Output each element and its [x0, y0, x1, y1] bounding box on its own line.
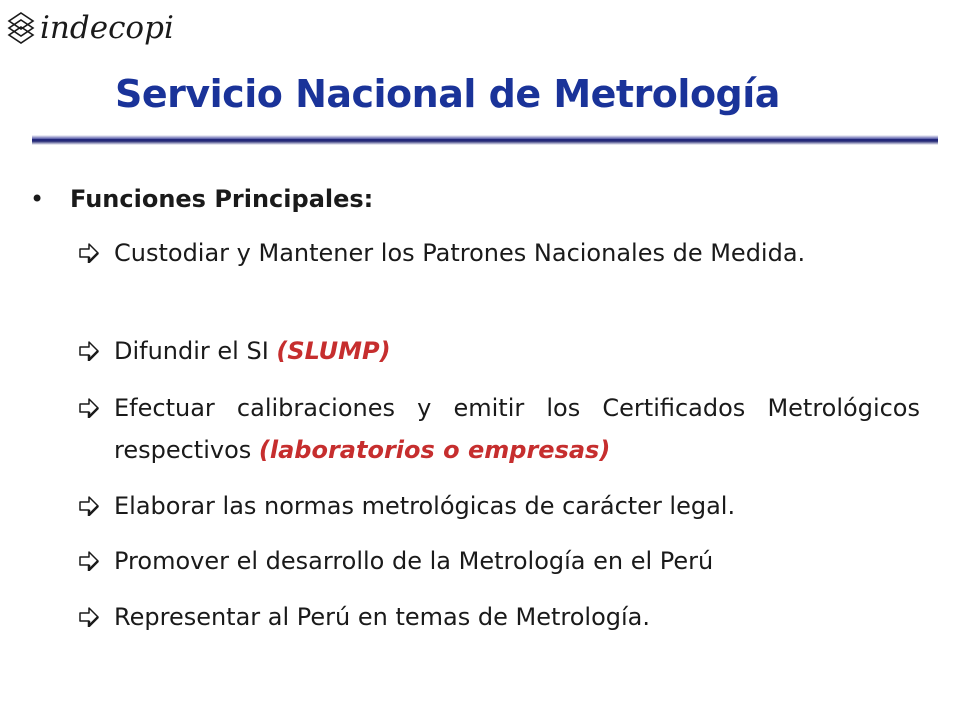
list-item-text: Promover el desarrollo de la Metrología en el Perú: [114, 547, 714, 575]
slide-title: Servicio Nacional de Metrología: [115, 72, 780, 116]
list-item: [78, 232, 920, 274]
list-item-text: Elaborar las normas metrológicas de carácter legal.: [114, 492, 736, 520]
list-item-text: Representar al Perú en temas de Metrología.: [114, 603, 651, 631]
section-heading: Funciones Principales:: [70, 185, 374, 213]
brand-name: indecopi: [40, 10, 174, 46]
list-item-text: Difundir el SI (SLUMP): [114, 337, 391, 365]
bullet-dot-icon: •: [30, 185, 45, 213]
arrow-right-3d-icon: [78, 485, 114, 527]
arrow-right-3d-icon: [78, 596, 114, 638]
arrow-right-3d-icon: [78, 387, 114, 471]
list-item: [78, 596, 920, 638]
list-item-emphasis: (SLUMP): [276, 337, 391, 365]
arrow-right-3d-icon: [78, 330, 114, 372]
list-item: [78, 540, 920, 582]
list-item: [78, 330, 920, 372]
list-item-emphasis: (laboratorios o empresas): [258, 436, 611, 464]
list-item-text: Custodiar y Mantener los Patrones Nacionales de Medida.: [114, 239, 806, 267]
heading-bullet: [30, 185, 373, 213]
arrow-right-3d-icon: [78, 540, 114, 582]
list-item: [78, 485, 920, 527]
arrow-right-3d-icon: [78, 232, 114, 274]
list-item: [78, 387, 920, 471]
list-item-text: Efectuar calibraciones y emitir los Certificados Metrológicos respectivos (laboratorios o empresas): [114, 394, 920, 464]
